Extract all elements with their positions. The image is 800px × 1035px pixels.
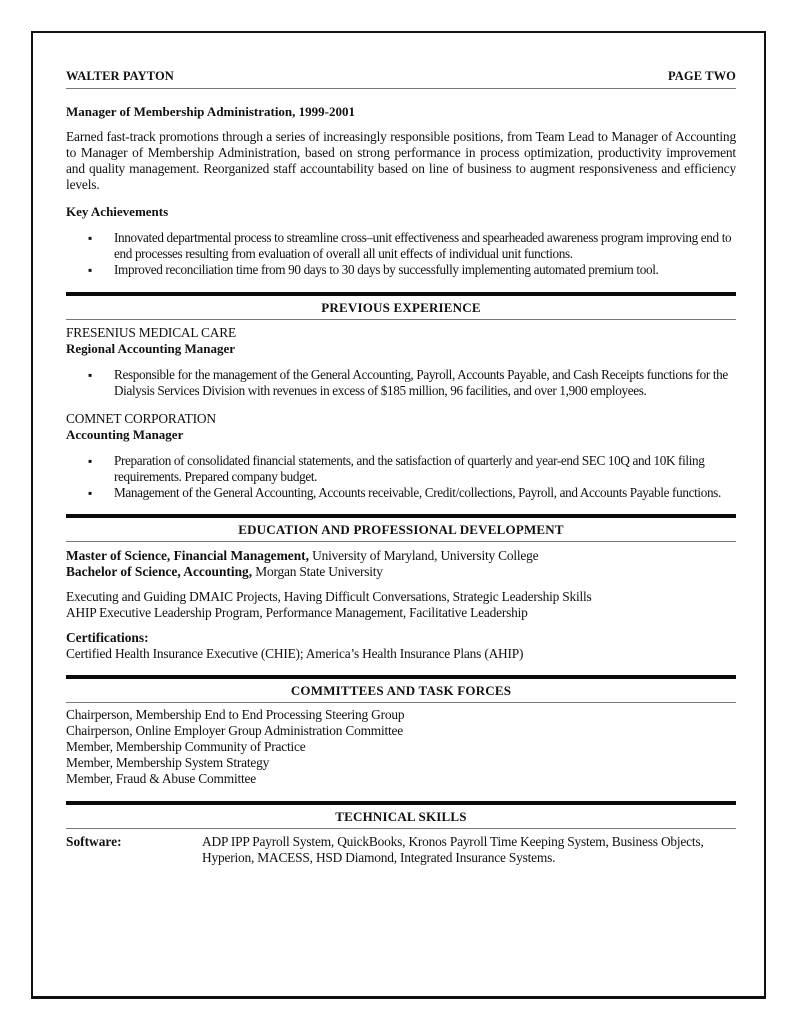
degree-name: Bachelor of Science, Accounting, [66, 564, 253, 579]
committee-item: Member, Membership System Strategy [66, 755, 270, 770]
section-heading-committees: COMMITTEES AND TASK FORCES [66, 679, 736, 703]
job-bullets [66, 453, 736, 501]
software-list: ADP IPP Payroll System, QuickBooks, Kronos Payroll Time Keeping System, Business Objects, Hyperion, MACESS, HSD Diamond, Integrated Insurance Systems. [202, 834, 704, 865]
section-heading-technical-skills: TECHNICAL SKILLS [66, 805, 736, 829]
page-content [66, 69, 736, 866]
committee-item: Chairperson, Membership End to End Processing Steering Group [66, 707, 405, 722]
job-bullet: ▪ Responsible for the management of the General Accounting, Payroll, Accounts Payable, and Cash Receipts functions for the Dialysis Services Division with revenues in excess of $185 million, 96 facilities, and over 1,900 employees. [114, 367, 736, 399]
committee-item: Member, Fraud & Abuse Committee [66, 771, 257, 786]
degree-school: Morgan State University [252, 564, 383, 579]
achievements-heading: Key Achievements [66, 204, 169, 219]
degree-school: University of Maryland, University College [308, 548, 539, 563]
achievement-item: ▪ Innovated departmental process to streamline cross–unit effectiveness and spearheaded awareness program improving end to end processes resulting from evaluation of overall all unit effects of individual unit functions. [114, 230, 736, 262]
running-header [66, 69, 736, 89]
current-role-summary: Earned fast-track promotions through a series of increasingly responsible positions, from Team Lead to Manager of Accounting to Manager of Membership Administration, based on strong performance in process optimization, productivity improvement and quality management. Reorganized staff accountability based on line of business to augment responsiveness and efficiency levels. [66, 129, 736, 192]
training-line: Executing and Guiding DMAIC Projects, Having Difficult Conversations, Strategic Leadership Skills [66, 589, 592, 604]
training-line: AHIP Executive Leadership Program, Performance Management, Facilitative Leadership [66, 605, 528, 620]
job-bullet: ▪ Preparation of consolidated financial statements, and the satisfaction of quarterly and year-end SEC 10Q and 10K filing requirements. Prepared company budget. [114, 453, 736, 485]
committees-list [66, 707, 736, 787]
current-role-title: Manager of Membership Administration, 1999-2001 [66, 104, 355, 119]
achievement-item: ▪ Improved reconciliation time from 90 days to 30 days by successfully implementing automated premium tool. [114, 262, 736, 278]
section-heading-previous-experience: PREVIOUS EXPERIENCE [66, 296, 736, 320]
achievements-list [66, 230, 736, 278]
job-bullet: ▪ Management of the General Accounting, Accounts receivable, Credit/collections, Payroll, and Accounts Payable functions. [114, 485, 736, 501]
certifications-text: Certified Health Insurance Executive (CHIE); America’s Health Insurance Plans (AHIP) [66, 646, 524, 661]
degree-line [66, 564, 736, 580]
degree-name: Master of Science, Financial Management, [66, 548, 309, 563]
job-role: Regional Accounting Manager [66, 341, 235, 356]
job-role: Accounting Manager [66, 427, 184, 442]
software-row [66, 834, 736, 866]
section-heading-education: EDUCATION AND PROFESSIONAL DEVELOPMENT [66, 518, 736, 542]
degree-line [66, 548, 736, 564]
committee-item: Chairperson, Online Employer Group Administration Committee [66, 723, 404, 738]
candidate-name: WALTER PAYTON [66, 69, 174, 83]
software-label: Software: [66, 834, 122, 849]
committee-item: Member, Membership Community of Practice [66, 739, 306, 754]
page-label: PAGE TWO [667, 69, 736, 83]
company-name: FRESENIUS MEDICAL CARE [66, 325, 236, 340]
job-bullets [66, 367, 736, 399]
company-name: COMNET CORPORATION [66, 411, 216, 426]
resume-page [31, 31, 766, 999]
certifications-label: Certifications: [66, 630, 149, 645]
